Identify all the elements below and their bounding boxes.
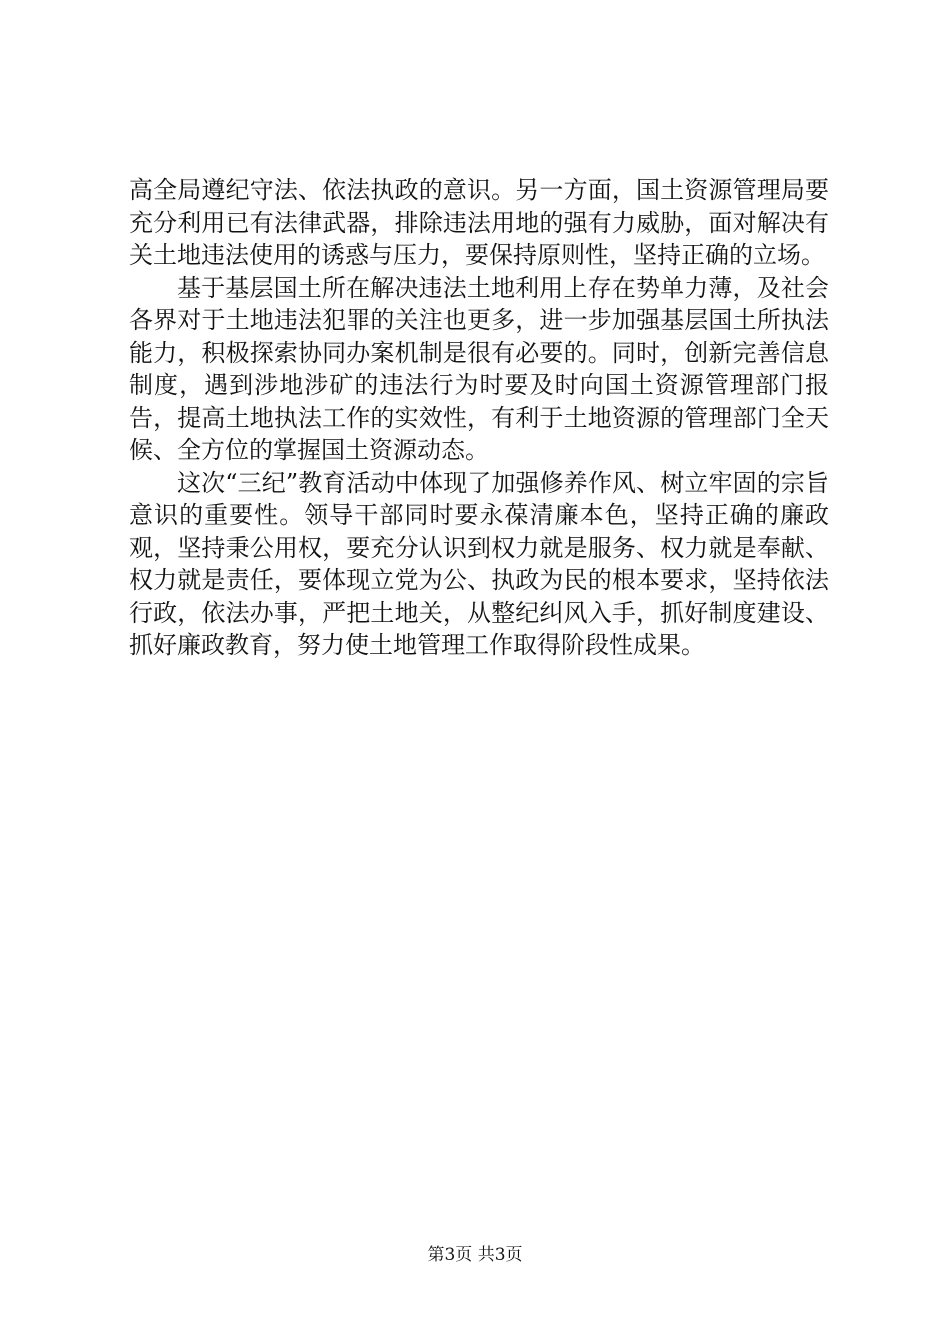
page-number-footer: 第3页 共3页	[427, 1245, 523, 1265]
paragraph-2: 基于基层国土所在解决违法土地利用上存在势单力薄，及社会各界对于土地违法犯罪的关注也更多，进一步加强基层国土所执法能力，积极探索协同办案机制是很有必要的。同时，创新完善信息制度，遇到涉地涉矿的违法行为时要及时向国土资源管理部门报告，提高土地执法工作的实效性，有利于土地资源的管理部门全天候、全方位的掌握国土资源动态。	[129, 273, 829, 464]
document-body	[129, 174, 829, 662]
paragraph-1: 高全局遵纪守法、依法执政的意识。另一方面，国土资源管理局要充分利用已有法律武器，排除违法用地的强有力威胁，面对解决有关土地违法使用的诱惑与压力，要保持原则性，坚持正确的立场。	[129, 176, 829, 269]
paragraph-3: 这次“三纪”教育活动中体现了加强修养作风、树立牢固的宗旨意识的重要性。领导干部同时要永葆清廉本色，坚持正确的廉政观，坚持秉公用权，要充分认识到权力就是服务、权力就是奉献、权力就是责任，要体现立党为公、执政为民的根本要求，坚持依法行政，依法办事，严把土地关，从整纪纠风入手，抓好制度建设、抓好廉政教育，努力使土地管理工作取得阶段性成果。	[129, 468, 829, 659]
